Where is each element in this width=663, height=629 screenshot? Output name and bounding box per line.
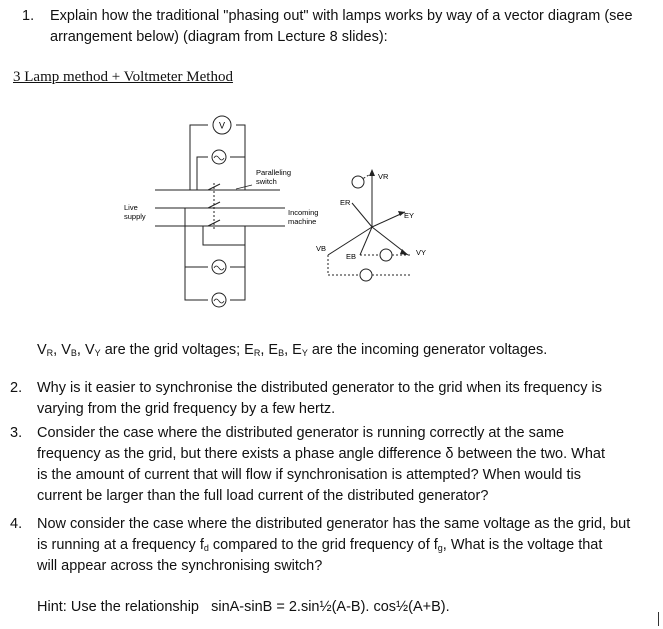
phasor-lamp-icon-bot [360, 269, 372, 281]
hint [37, 597, 450, 618]
question-1-line-2: arrangement below) (diagram from Lecture 8 slides): [50, 29, 388, 45]
hint-label: Hint: Use the relationship [37, 599, 199, 615]
lamp-wires-side [203, 226, 245, 245]
question-1 [22, 6, 652, 48]
question-2-line-1: Why is it easier to synchronise the distributed generator to the grid when its frequency is [37, 380, 602, 396]
hint-formula: sinA-sinB = 2.sin½(A-B). cos½(A+B). [211, 599, 450, 615]
phasor-er [352, 203, 372, 227]
question-2-number: 2. [10, 380, 23, 396]
voltage-caption: $V_R$, $V_B$, $V_Y$ are the grid voltages; $E_R$, $E_B$, $E_Y$ are the incoming generator voltages. [37, 342, 548, 358]
question-2 [10, 378, 660, 420]
live-supply-label-2: supply [124, 212, 146, 221]
question-4-number: 4. [10, 516, 23, 532]
phasing-diagram [0, 105, 663, 330]
question-3-line-4: current be larger than the full load current of the distributed generator? [37, 488, 489, 504]
question-4-line-3: will appear across the synchronising switch? [37, 558, 323, 574]
voltmeter-label: V [219, 120, 226, 131]
question-3 [10, 423, 660, 507]
question-4 [10, 514, 660, 577]
question-4-line-1: Now consider the case where the distributed generator has the same voltage as the grid, but [37, 516, 631, 532]
question-4-line-2: is running at a frequency $f_d$ compared to the grid frequency of $f_g$, What is the voltage that [37, 537, 603, 553]
question-3-line-2: frequency as the grid, but there exists a phase angle difference δ between the two. What [37, 446, 606, 462]
question-1-number: 1. [22, 8, 35, 24]
phasor-vb [328, 227, 372, 255]
text-cursor [658, 612, 659, 626]
question-1-line-1: Explain how the traditional "phasing out" with lamps works by way of a vector diagram (see [50, 8, 633, 24]
phasor-label-ey: EY [404, 211, 415, 220]
phasor-label-er: ER [340, 198, 351, 207]
paralleling-switch-label-2: switch [256, 177, 277, 186]
lamp-icon-mid [212, 260, 226, 274]
incoming-machine-label-1: Incoming [288, 208, 319, 217]
phasor-label-vr: VR [378, 172, 389, 181]
question-3-line-1: Consider the case where the distributed generator is running correctly at the same [37, 425, 565, 441]
lamp-icon-top [212, 150, 226, 164]
live-supply-label-1: Live [124, 203, 138, 212]
method-heading: 3 Lamp method + Voltmeter Method [13, 69, 233, 85]
phasor-label-vb: VB [316, 244, 327, 253]
phasor-label-vy: VY [416, 248, 427, 257]
lamp-icon-bot [212, 293, 226, 307]
paralleling-switch-label-1: Paralleling [256, 168, 292, 177]
phasor-label-eb: EB [346, 252, 357, 261]
incoming-machine-label-2: machine [288, 217, 317, 226]
question-2-line-2: varying from the grid frequency by a few hertz. [37, 401, 336, 417]
question-3-number: 3. [10, 425, 23, 441]
phasor-lamp-icon-mid [380, 249, 392, 261]
phasor-lamp-icon-top [352, 176, 364, 188]
question-3-line-3: is the amount of current that will flow if synchronisation is attempted? When would tis [37, 467, 582, 483]
lamp-wires-mid [185, 208, 245, 267]
